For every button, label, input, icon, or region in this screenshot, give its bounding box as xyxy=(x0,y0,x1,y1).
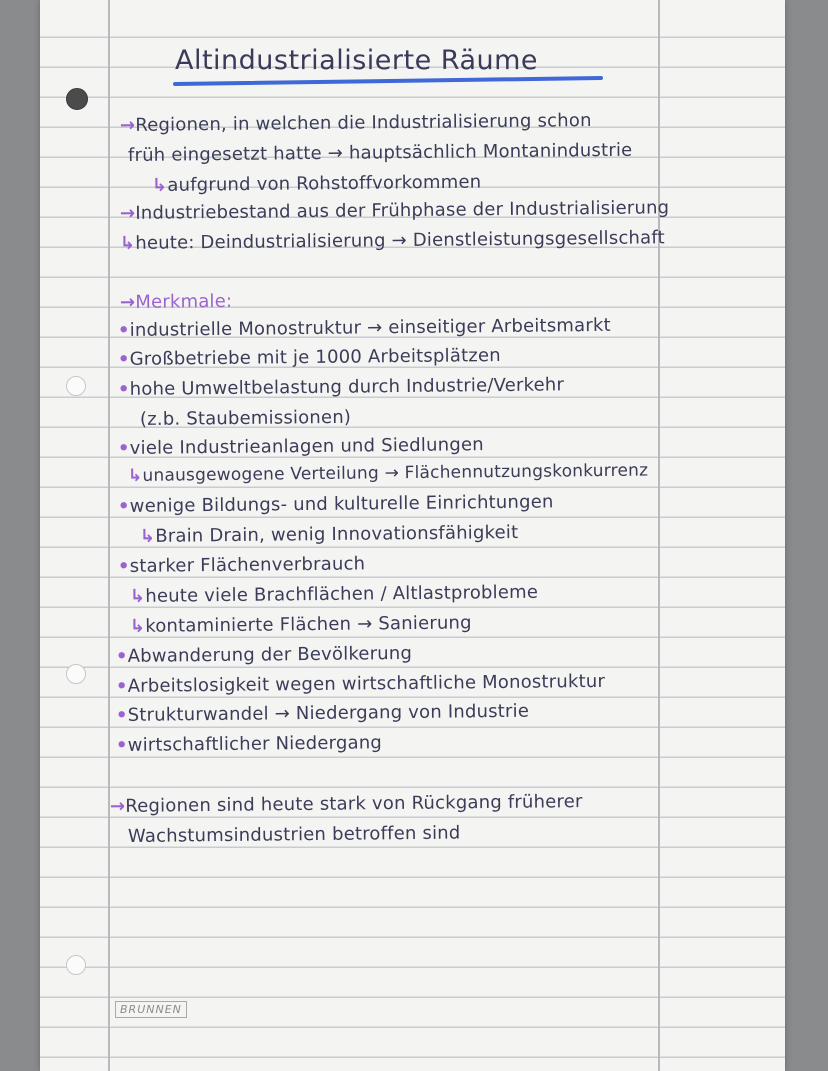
line-text: kontaminierte Flächen → Sanierung xyxy=(145,612,472,637)
note-line xyxy=(116,701,529,726)
line-text: Regionen, in welchen die Industrialisierung schon xyxy=(135,110,592,136)
line-marker: • xyxy=(117,555,130,577)
title-underline xyxy=(173,76,603,86)
note-line xyxy=(110,791,583,817)
line-text: Arbeitslosigkeit wegen wirtschaftliche Monostruktur xyxy=(127,670,606,697)
note-line xyxy=(118,434,484,459)
page-title: Altindustrialisierte Räume xyxy=(175,45,539,76)
line-text: Abwanderung der Bevölkerung xyxy=(127,642,413,667)
note-line xyxy=(118,491,554,517)
line-text: starker Flächenverbrauch xyxy=(129,553,366,577)
line-marker: • xyxy=(117,437,130,459)
right-margin-line xyxy=(658,0,660,1071)
note-line xyxy=(152,172,482,196)
line-marker: • xyxy=(117,348,130,370)
note-line xyxy=(118,345,501,370)
note-line xyxy=(130,612,472,637)
line-text: Industriebestand aus der Frühphase der Industrialisierung xyxy=(135,197,670,224)
line-text: heute viele Brachflächen / Altlastprobleme xyxy=(145,581,539,607)
note-line xyxy=(140,407,351,430)
line-text: Großbetriebe mit je 1000 Arbeitsplätzen xyxy=(129,344,501,370)
note-line xyxy=(120,197,669,224)
line-marker: → xyxy=(119,114,136,136)
punch-hole xyxy=(66,664,86,684)
line-text: Wachstumsindustrien betroffen sind xyxy=(127,822,461,847)
line-marker: ↳ xyxy=(139,525,156,547)
note-line xyxy=(116,643,412,667)
line-marker: → xyxy=(119,202,136,224)
line-marker: ↳ xyxy=(129,585,146,607)
line-text: viele Industrieanlagen und Siedlungen xyxy=(129,434,484,459)
note-line xyxy=(128,823,461,847)
line-text: hohe Umweltbelastung durch Industrie/Verkehr xyxy=(129,374,565,400)
notebook-page xyxy=(40,0,785,1071)
note-line xyxy=(118,553,365,577)
note-line xyxy=(130,582,538,607)
left-margin-line xyxy=(108,0,110,1071)
line-marker: ↳ xyxy=(127,465,143,486)
line-marker: • xyxy=(117,319,130,341)
punch-hole xyxy=(66,88,88,110)
punch-hole xyxy=(66,955,86,975)
brand-logo: BRUNNEN xyxy=(115,1001,187,1018)
note-line xyxy=(128,140,633,166)
line-marker: • xyxy=(115,704,128,726)
line-marker: • xyxy=(115,675,128,697)
line-marker: • xyxy=(115,645,128,667)
note-line xyxy=(140,522,519,547)
note-line xyxy=(116,732,382,756)
note-line xyxy=(116,671,605,697)
note-line xyxy=(120,291,232,313)
line-text: unausgewogene Verteilung → Flächennutzungskonkurrenz xyxy=(142,460,649,486)
note-line xyxy=(120,110,592,136)
line-marker: → xyxy=(109,795,126,817)
line-marker: • xyxy=(115,734,128,756)
line-text: früh eingesetzt hatte → hauptsächlich Montanindustrie xyxy=(127,139,633,166)
line-marker: • xyxy=(117,378,130,400)
note-line xyxy=(120,227,665,254)
note-line xyxy=(118,315,611,341)
note-line xyxy=(128,461,648,486)
line-text: industrielle Monostruktur → einseitiger Arbeitsmarkt xyxy=(129,314,611,341)
punch-hole xyxy=(66,376,86,396)
line-text: Regionen sind heute stark von Rückgang früherer xyxy=(125,791,583,817)
line-marker: ↳ xyxy=(119,232,136,254)
line-marker: • xyxy=(117,495,130,517)
line-marker: ↳ xyxy=(151,174,168,196)
line-text: wirtschaftlicher Niedergang xyxy=(127,732,383,756)
line-marker: ↳ xyxy=(129,615,146,637)
line-text: heute: Deindustrialisierung → Dienstleistungsgesellschaft xyxy=(135,227,665,254)
line-marker: → xyxy=(119,291,136,313)
line-text: Brain Drain, wenig Innovationsfähigkeit xyxy=(155,522,519,547)
line-text: Merkmale: xyxy=(135,290,233,313)
line-text: wenige Bildungs- und kulturelle Einrichtungen xyxy=(129,491,554,517)
note-line xyxy=(118,374,564,400)
line-text: Strukturwandel → Niedergang von Industrie xyxy=(127,700,530,726)
line-text: (z.b. Staubemissionen) xyxy=(139,406,352,430)
line-text: aufgrund von Rohstoffvorkommen xyxy=(167,171,482,196)
